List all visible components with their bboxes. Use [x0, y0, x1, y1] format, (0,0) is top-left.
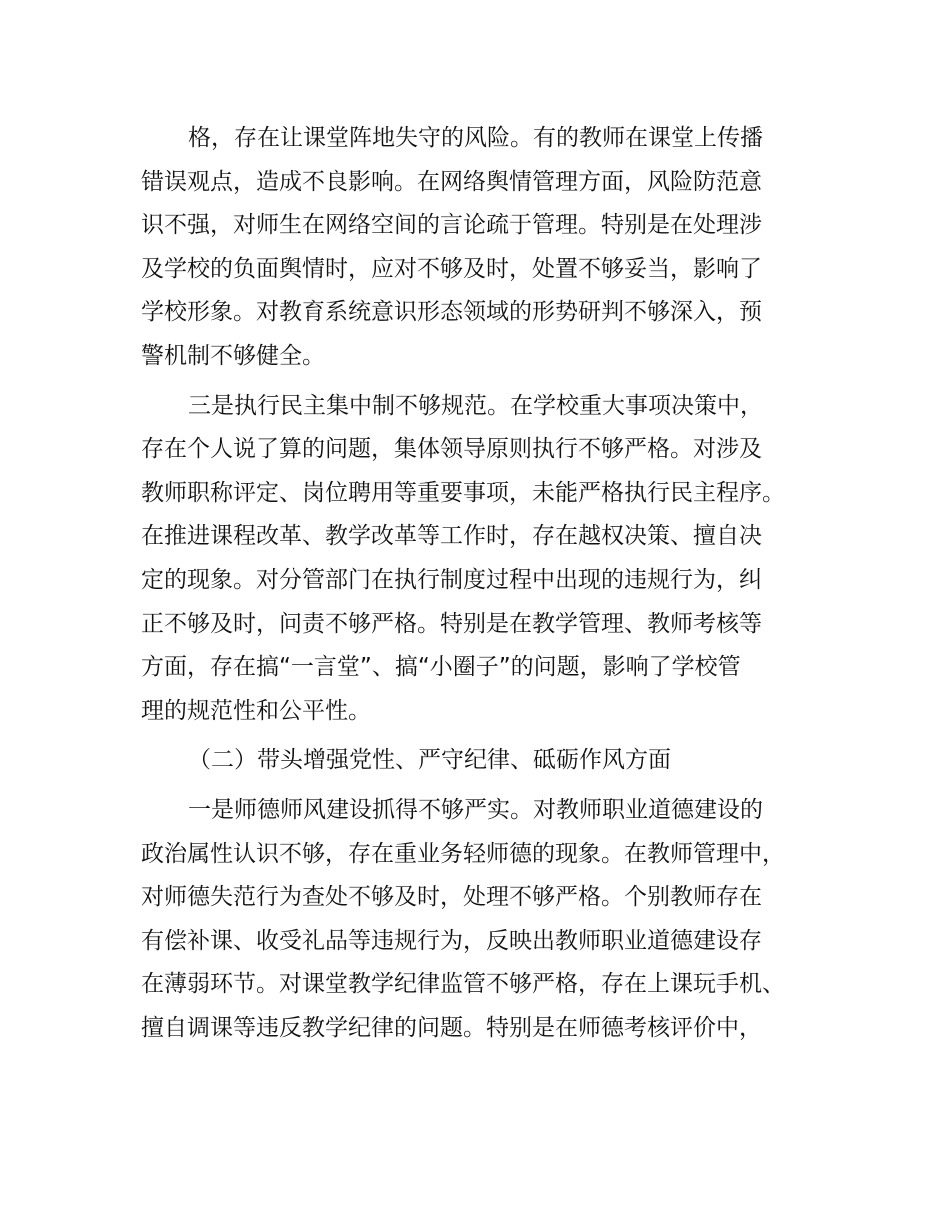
paragraph-ideology-risk — [141, 117, 841, 379]
text-line: 三是执行民主集中制不够规范。在学校重大事项决策中， — [188, 392, 763, 419]
text-line: 及学校的负面舆情时，应对不够及时，处置不够妥当，影响了 — [141, 255, 762, 282]
text-line: 理的规范性和公平性。 — [141, 697, 371, 724]
text-line: 有偿补课、收受礼品等违规行为，反映出教师职业道德建设存 — [141, 927, 762, 954]
document-body — [141, 117, 841, 1056]
text-line: 定的现象。对分管部门在执行制度过程中出现的违规行为，纠 — [141, 566, 762, 593]
text-line: 警机制不够健全。 — [141, 342, 325, 369]
text-line: 政治属性认识不够，存在重业务轻师德的现象。在教师管理中， — [141, 840, 785, 867]
text-line: 方面，存在搞“一言堂”、搞“小圈子”的问题，影响了学校管 — [141, 654, 741, 681]
paragraph-teacher-ethics — [141, 789, 841, 1051]
text-line: 错误观点，造成不良影响。在网络舆情管理方面，风险防范意 — [141, 168, 762, 195]
text-line: 擅自调课等违反教学纪律的问题。特别是在师德考核评价中， — [141, 1014, 762, 1041]
text-line: 在推进课程改革、教学改革等工作时，存在越权决策、擅自决 — [141, 523, 762, 550]
text-line: 正不够及时，问责不够严格。特别是在教学管理、教师考核等 — [141, 610, 762, 637]
text-line: 对师德失范行为查处不够及时，处理不够严格。个别教师存在 — [141, 884, 762, 911]
section-heading-text: （二）带头增强党性、严守纪律、砥砺作风方面 — [188, 747, 671, 774]
text-line: 教师职称评定、岗位聘用等重要事项，未能严格执行民主程序。 — [141, 479, 785, 506]
text-line: 学校形象。对教育系统意识形态领域的形势研判不够深入，预 — [141, 299, 762, 326]
text-line: 在薄弱环节。对课堂教学纪律监管不够严格，存在上课玩手机、 — [141, 971, 785, 998]
text-line: 格，存在让课堂阵地失守的风险。有的教师在课堂上传播 — [188, 125, 763, 151]
section-heading — [141, 739, 841, 783]
paragraph-democratic-centralism — [141, 385, 841, 734]
text-line: 存在个人说了算的问题，集体领导原则执行不够严格。对涉及 — [141, 436, 762, 463]
text-line: 一是师德师风建设抓得不够严实。对教师职业道德建设的 — [188, 796, 763, 823]
text-line: 识不强，对师生在网络空间的言论疏于管理。特别是在处理涉 — [141, 212, 762, 239]
